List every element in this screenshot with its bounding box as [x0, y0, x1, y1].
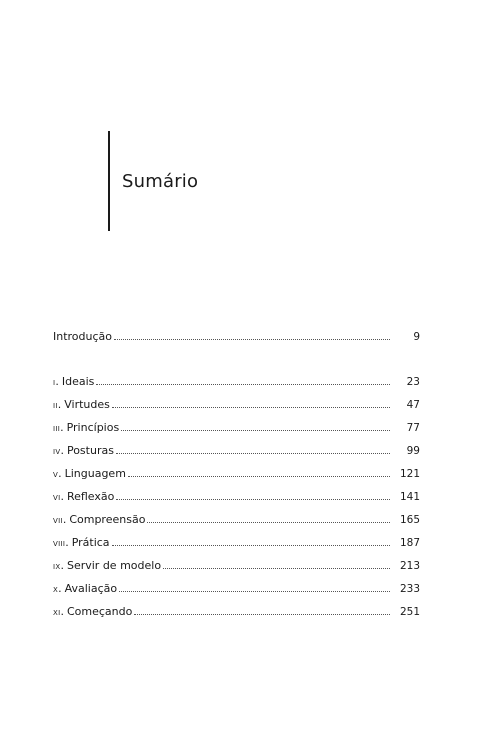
toc-row [53, 375, 420, 398]
chapter-number-separator: . [65, 536, 69, 549]
chapter-number-separator: . [57, 398, 62, 411]
toc-leader-dots [134, 605, 390, 615]
vertical-rule [108, 131, 110, 231]
toc-row-introduction [53, 330, 420, 353]
toc-page-number: 77 [406, 422, 420, 434]
toc-leader-dots [114, 330, 390, 340]
toc-row [53, 444, 420, 467]
toc-page-number: 251 [399, 606, 420, 618]
chapter-number: x [53, 584, 59, 595]
toc-page-number: 99 [406, 445, 420, 457]
chapter-number: xi [53, 607, 61, 618]
toc-page-number: 165 [399, 514, 420, 526]
toc-leader-dots [163, 559, 390, 569]
chapter-number-separator: . [60, 605, 64, 618]
chapter-number: viii [53, 538, 66, 549]
toc-label: Prática [71, 536, 110, 549]
toc-leader-dots [128, 467, 390, 477]
toc-page-number: 9 [413, 331, 420, 343]
toc-leader-dots [116, 490, 390, 500]
chapter-number: ii [53, 400, 58, 411]
chapter-number-separator: . [60, 559, 64, 572]
toc-leader-dots [96, 375, 390, 385]
toc-label: Introdução [53, 330, 113, 343]
toc-label: Princípios [66, 421, 120, 434]
toc-row [53, 490, 420, 513]
toc-row [53, 513, 420, 536]
toc-row [53, 605, 420, 628]
chapter-number: iii [53, 423, 61, 434]
toc-leader-dots [121, 421, 390, 431]
chapter-number-separator: . [60, 421, 64, 434]
chapter-number-separator: . [62, 513, 67, 526]
toc-row [53, 559, 420, 582]
toc-row [53, 536, 420, 559]
chapter-number: iv [53, 446, 61, 457]
chapter-number-separator: . [58, 467, 62, 480]
toc-leader-dots [147, 513, 390, 523]
toc-page-number: 187 [399, 537, 420, 549]
toc-chapter-list [53, 375, 420, 628]
toc-row [53, 398, 420, 421]
toc-page-number: 47 [406, 399, 420, 411]
toc-intro [53, 330, 420, 353]
toc-page-number: 23 [406, 376, 420, 388]
page-title: Sumário [122, 171, 199, 192]
toc-row [53, 421, 420, 444]
toc-label: Avaliação [64, 582, 118, 595]
chapter-number-separator: . [60, 444, 64, 457]
toc-label: Começando [66, 605, 133, 618]
toc-page-number: 121 [399, 468, 420, 480]
toc-leader-dots [116, 444, 390, 454]
toc-row [53, 582, 420, 605]
toc-label: Posturas [66, 444, 114, 457]
toc-page-number: 233 [399, 583, 420, 595]
toc-leader-dots [112, 398, 390, 408]
toc-row [53, 467, 420, 490]
chapter-number: vii [53, 515, 63, 526]
toc-page-number: 141 [399, 491, 420, 503]
chapter-number: ix [53, 561, 61, 572]
toc-label: Virtudes [64, 398, 110, 411]
toc-label: Compreensão [69, 513, 146, 526]
chapter-number: vi [53, 492, 61, 503]
toc-leader-dots [112, 536, 390, 546]
toc-page-number: 213 [399, 560, 420, 572]
toc-label: Ideais [61, 375, 95, 388]
chapter-number: v [53, 469, 59, 480]
toc-label: Reflexão [66, 490, 115, 503]
toc-leader-dots [119, 582, 390, 592]
chapter-number-separator: . [60, 490, 64, 503]
chapter-number-separator: . [55, 375, 59, 388]
toc-label: Linguagem [64, 467, 126, 480]
toc-label: Servir de modelo [66, 559, 162, 572]
chapter-number: i [53, 377, 56, 388]
chapter-number-separator: . [58, 582, 62, 595]
